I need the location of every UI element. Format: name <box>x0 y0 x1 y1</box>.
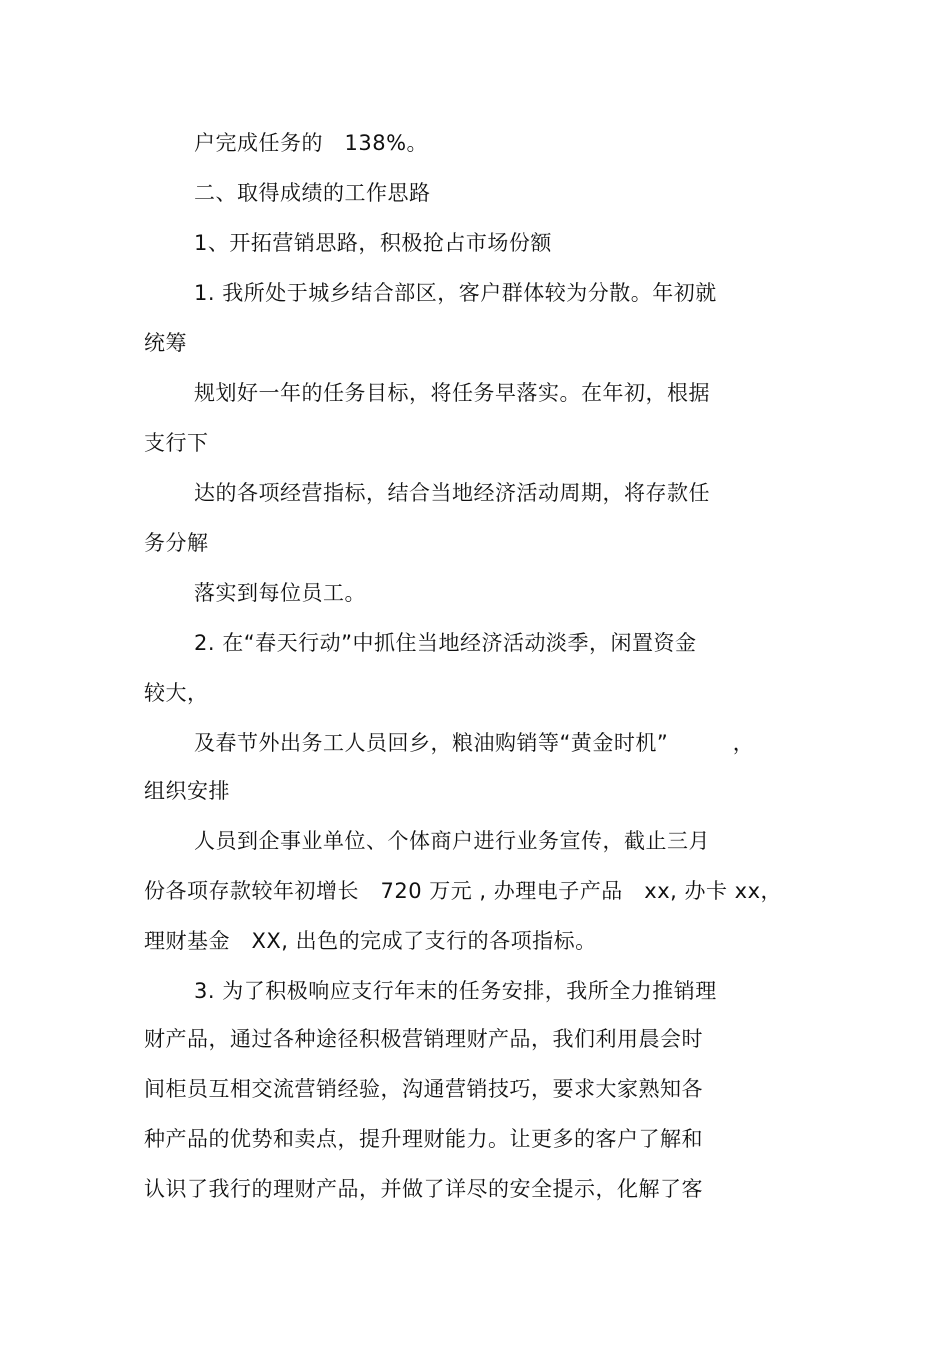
text-line: 户完成任务的 138%。 <box>194 131 429 155</box>
text-line: 规划好一年的任务目标，将任务早落实。在年初，根据 <box>194 381 710 405</box>
text-line: 务分解 <box>144 531 209 555</box>
text-line: 人员到企事业单位、个体商户进行业务宣传，截止三月 <box>194 829 710 853</box>
text-line: 1. 我所处于城乡结合部区，客户群体较为分散。年初就 <box>194 281 717 305</box>
text-line: 份各项存款较年初增长 720 万元 , 办理电子产品 xx, 办卡 xx， <box>144 879 783 903</box>
section-heading: 二、取得成绩的工作思路 <box>194 181 431 205</box>
subsection-heading: 1、开拓营销思路，积极抢占市场份额 <box>194 231 552 255</box>
text-line: 达的各项经营指标，结合当地经济活动周期，将存款任 <box>194 481 710 505</box>
text-line: 认识了我行的理财产品，并做了详尽的安全提示，化解了客 <box>144 1177 703 1201</box>
text-line: 间柜员互相交流营销经验，沟通营销技巧，要求大家熟知各 <box>144 1077 703 1101</box>
text-line: 落实到每位员工。 <box>194 581 366 605</box>
text-line: 财产品，通过各种途径积极营销理财产品，我们利用晨会时 <box>144 1027 703 1051</box>
text-line: 组织安排 <box>144 779 230 803</box>
text-line: 种产品的优势和卖点，提升理财能力。让更多的客户了解和 <box>144 1127 703 1151</box>
text-line: 2. 在“春天行动”中抓住当地经济活动淡季，闲置资金 <box>194 631 697 655</box>
text-line: 较大， <box>144 681 209 705</box>
text-line: 理财基金 XX, 出色的完成了支行的各项指标。 <box>144 929 597 953</box>
text-line: 统筹 <box>144 331 187 355</box>
text-line: 3. 为了积极响应支行年末的任务安排，我所全力推销理 <box>194 979 717 1003</box>
text-line: 支行下 <box>144 431 209 455</box>
text-line: 及春节外出务工人员回乡，粮油购销等“黄金时机” ， <box>194 731 755 755</box>
